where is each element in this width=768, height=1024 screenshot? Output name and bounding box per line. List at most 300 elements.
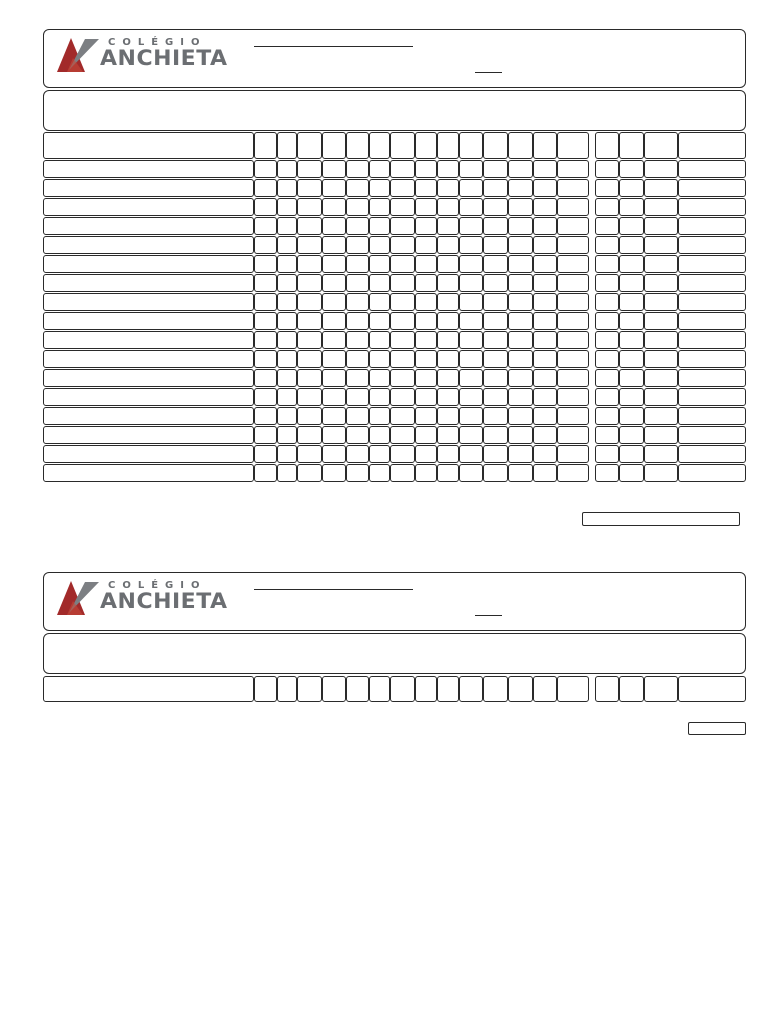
grade-cell[interactable] [254,312,277,330]
grade-cell[interactable] [369,312,390,330]
grade-cell[interactable] [297,217,322,235]
grade-cell[interactable] [346,426,369,444]
grade-cell[interactable] [369,407,390,425]
grade-cell[interactable] [322,198,346,216]
grade-cell[interactable] [619,132,644,159]
grade-cell[interactable] [595,426,619,444]
grade-cell[interactable] [483,426,508,444]
grade-cell[interactable] [322,407,346,425]
grade-cell[interactable] [322,350,346,368]
grade-cell[interactable] [415,369,437,387]
grade-cell[interactable] [297,293,322,311]
grade-cell[interactable] [557,426,589,444]
grade-cell[interactable] [346,198,369,216]
grade-cell[interactable] [595,255,619,273]
grade-cell[interactable] [644,255,678,273]
grade-cell[interactable] [277,293,297,311]
grade-cell[interactable] [390,255,415,273]
grade-cell[interactable] [254,676,277,702]
grade-cell[interactable] [346,350,369,368]
grade-cell[interactable] [297,426,322,444]
grade-cell[interactable] [390,293,415,311]
grade-cell[interactable] [533,160,557,178]
grade-cell[interactable] [533,293,557,311]
grade-cell[interactable] [595,217,619,235]
grade-cell[interactable] [459,132,483,159]
grade-cell[interactable] [437,217,459,235]
grade-cell[interactable] [277,179,297,197]
grade-cell[interactable] [595,445,619,463]
grade-cell[interactable] [619,179,644,197]
grade-cell[interactable] [533,388,557,406]
grade-cell[interactable] [415,274,437,292]
grade-cell[interactable] [297,255,322,273]
grade-cell[interactable] [346,179,369,197]
grade-cell[interactable] [533,255,557,273]
grade-cell[interactable] [254,350,277,368]
grade-cell[interactable] [595,293,619,311]
grade-cell[interactable] [346,160,369,178]
grade-cell[interactable] [346,388,369,406]
grade-cell[interactable] [508,312,533,330]
grade-cell[interactable] [346,407,369,425]
grade-cell[interactable] [533,217,557,235]
grade-cell[interactable] [390,274,415,292]
grade-cell[interactable] [415,179,437,197]
grade-cell[interactable] [619,198,644,216]
grade-cell[interactable] [415,217,437,235]
grade-cell[interactable] [533,369,557,387]
grade-cell[interactable] [644,407,678,425]
grade-cell[interactable] [297,236,322,254]
grade-cell[interactable] [678,464,746,482]
grade-cell[interactable] [508,331,533,349]
grade-cell[interactable] [254,407,277,425]
grade-cell[interactable] [678,445,746,463]
grade-cell[interactable] [297,407,322,425]
grade-cell[interactable] [678,160,746,178]
grade-cell[interactable] [533,132,557,159]
grade-cell[interactable] [508,388,533,406]
grade-cell[interactable] [619,255,644,273]
grade-cell[interactable] [678,312,746,330]
grade-cell[interactable] [369,255,390,273]
grade-cell[interactable] [483,369,508,387]
grade-cell[interactable] [644,160,678,178]
grade-cell[interactable] [483,676,508,702]
grade-cell[interactable] [346,331,369,349]
grade-cell[interactable] [595,676,619,702]
grade-cell[interactable] [390,217,415,235]
grade-cell[interactable] [346,676,369,702]
grade-cell[interactable] [415,160,437,178]
grade-cell[interactable] [346,132,369,159]
grade-cell[interactable] [437,255,459,273]
grade-cell[interactable] [644,426,678,444]
grade-cell[interactable] [369,274,390,292]
grade-cell[interactable] [369,676,390,702]
grade-cell[interactable] [297,160,322,178]
grade-cell[interactable] [644,217,678,235]
grade-cell[interactable] [277,445,297,463]
grade-cell[interactable] [459,464,483,482]
grade-cell[interactable] [277,407,297,425]
grade-cell[interactable] [644,132,678,159]
grade-cell[interactable] [483,293,508,311]
grade-cell[interactable] [459,407,483,425]
grade-cell[interactable] [322,132,346,159]
grade-cell[interactable] [415,445,437,463]
grade-cell[interactable] [644,350,678,368]
grade-cell[interactable] [390,445,415,463]
grade-cell[interactable] [644,179,678,197]
grade-cell[interactable] [595,331,619,349]
grade-cell[interactable] [644,274,678,292]
grade-cell[interactable] [254,160,277,178]
student-name-cell[interactable] [43,236,254,254]
grade-cell[interactable] [483,350,508,368]
grade-cell[interactable] [557,255,589,273]
grade-cell[interactable] [369,426,390,444]
grade-cell[interactable] [415,198,437,216]
student-name-cell[interactable] [43,464,254,482]
grade-cell[interactable] [415,426,437,444]
grade-cell[interactable] [254,464,277,482]
grade-cell[interactable] [346,255,369,273]
grade-cell[interactable] [437,198,459,216]
grade-cell[interactable] [390,464,415,482]
grade-cell[interactable] [277,369,297,387]
student-name-cell[interactable] [43,312,254,330]
grade-cell[interactable] [508,445,533,463]
grade-cell[interactable] [508,198,533,216]
grade-cell[interactable] [415,350,437,368]
grade-cell[interactable] [595,198,619,216]
grade-cell[interactable] [483,331,508,349]
grade-cell[interactable] [415,676,437,702]
grade-cell[interactable] [644,369,678,387]
grade-cell[interactable] [415,312,437,330]
grade-cell[interactable] [508,236,533,254]
grade-cell[interactable] [508,179,533,197]
grade-cell[interactable] [297,369,322,387]
grade-cell[interactable] [595,274,619,292]
grade-cell[interactable] [322,255,346,273]
grade-cell[interactable] [297,350,322,368]
grade-cell[interactable] [483,217,508,235]
signature-box[interactable] [582,512,740,526]
grade-cell[interactable] [533,274,557,292]
grade-cell[interactable] [557,198,589,216]
grade-cell[interactable] [322,369,346,387]
grade-cell[interactable] [619,293,644,311]
grade-cell[interactable] [346,369,369,387]
grade-cell[interactable] [459,236,483,254]
grade-cell[interactable] [277,464,297,482]
grade-cell[interactable] [619,217,644,235]
grade-cell[interactable] [595,407,619,425]
grade-cell[interactable] [619,407,644,425]
grade-cell[interactable] [297,274,322,292]
grade-cell[interactable] [595,350,619,368]
grade-cell[interactable] [254,293,277,311]
grade-cell[interactable] [322,426,346,444]
grade-cell[interactable] [437,293,459,311]
grade-cell[interactable] [557,350,589,368]
grade-cell[interactable] [533,676,557,702]
grade-cell[interactable] [277,676,297,702]
student-name-cell[interactable] [43,132,254,159]
grade-cell[interactable] [390,676,415,702]
grade-cell[interactable] [595,179,619,197]
grade-cell[interactable] [644,464,678,482]
grade-cell[interactable] [619,426,644,444]
grade-cell[interactable] [390,350,415,368]
grade-cell[interactable] [369,236,390,254]
grade-cell[interactable] [557,331,589,349]
student-name-cell[interactable] [43,160,254,178]
student-name-cell[interactable] [43,407,254,425]
grade-cell[interactable] [678,426,746,444]
grade-cell[interactable] [415,388,437,406]
grade-cell[interactable] [508,132,533,159]
grade-cell[interactable] [415,464,437,482]
grade-cell[interactable] [459,445,483,463]
grade-cell[interactable] [369,445,390,463]
grade-cell[interactable] [322,179,346,197]
grade-cell[interactable] [619,312,644,330]
grade-cell[interactable] [557,445,589,463]
grade-cell[interactable] [322,312,346,330]
grade-cell[interactable] [508,407,533,425]
grade-cell[interactable] [390,369,415,387]
grade-cell[interactable] [678,676,746,702]
grade-cell[interactable] [297,179,322,197]
grade-cell[interactable] [595,369,619,387]
grade-cell[interactable] [459,274,483,292]
student-name-cell[interactable] [43,293,254,311]
grade-cell[interactable] [369,331,390,349]
grade-cell[interactable] [369,388,390,406]
grade-cell[interactable] [369,369,390,387]
total-box[interactable] [688,722,746,735]
grade-cell[interactable] [678,198,746,216]
grade-cell[interactable] [619,274,644,292]
grade-cell[interactable] [557,274,589,292]
grade-cell[interactable] [415,132,437,159]
grade-cell[interactable] [557,217,589,235]
student-name-cell[interactable] [43,388,254,406]
grade-cell[interactable] [437,369,459,387]
grade-cell[interactable] [254,255,277,273]
grade-cell[interactable] [390,236,415,254]
grade-cell[interactable] [346,464,369,482]
grade-cell[interactable] [533,236,557,254]
grade-cell[interactable] [254,426,277,444]
grade-cell[interactable] [277,217,297,235]
grade-cell[interactable] [254,179,277,197]
student-name-cell[interactable] [43,445,254,463]
grade-cell[interactable] [619,445,644,463]
grade-cell[interactable] [369,217,390,235]
grade-cell[interactable] [437,445,459,463]
grade-cell[interactable] [557,179,589,197]
grade-cell[interactable] [254,198,277,216]
grade-cell[interactable] [437,160,459,178]
grade-cell[interactable] [678,293,746,311]
grade-cell[interactable] [557,160,589,178]
grade-cell[interactable] [322,236,346,254]
grade-cell[interactable] [459,217,483,235]
grade-cell[interactable] [595,160,619,178]
grade-cell[interactable] [459,179,483,197]
grade-cell[interactable] [277,331,297,349]
grade-cell[interactable] [346,293,369,311]
grade-cell[interactable] [390,198,415,216]
grade-cell[interactable] [678,350,746,368]
grade-cell[interactable] [390,426,415,444]
grade-cell[interactable] [369,198,390,216]
grade-cell[interactable] [557,293,589,311]
grade-cell[interactable] [459,426,483,444]
grade-cell[interactable] [277,426,297,444]
grade-cell[interactable] [322,331,346,349]
grade-cell[interactable] [346,217,369,235]
grade-cell[interactable] [297,132,322,159]
grade-cell[interactable] [346,274,369,292]
grade-cell[interactable] [369,179,390,197]
grade-cell[interactable] [557,132,589,159]
grade-cell[interactable] [678,331,746,349]
grade-cell[interactable] [437,426,459,444]
grade-cell[interactable] [346,312,369,330]
grade-cell[interactable] [277,198,297,216]
grade-cell[interactable] [595,312,619,330]
student-name-cell[interactable] [43,255,254,273]
grade-cell[interactable] [483,312,508,330]
grade-cell[interactable] [322,274,346,292]
grade-cell[interactable] [595,236,619,254]
grade-cell[interactable] [390,132,415,159]
grade-cell[interactable] [369,132,390,159]
student-name-cell[interactable] [43,369,254,387]
grade-cell[interactable] [459,160,483,178]
grade-cell[interactable] [483,445,508,463]
grade-cell[interactable] [459,312,483,330]
grade-cell[interactable] [619,388,644,406]
student-name-cell[interactable] [43,217,254,235]
grade-cell[interactable] [459,350,483,368]
grade-cell[interactable] [678,388,746,406]
grade-cell[interactable] [322,445,346,463]
grade-cell[interactable] [437,312,459,330]
grade-cell[interactable] [644,388,678,406]
student-name-cell[interactable] [43,198,254,216]
grade-cell[interactable] [557,369,589,387]
grade-cell[interactable] [619,350,644,368]
grade-cell[interactable] [483,255,508,273]
grade-cell[interactable] [297,331,322,349]
grade-cell[interactable] [557,676,589,702]
grade-cell[interactable] [508,369,533,387]
grade-cell[interactable] [437,388,459,406]
grade-cell[interactable] [390,312,415,330]
grade-cell[interactable] [644,198,678,216]
grade-cell[interactable] [678,179,746,197]
grade-cell[interactable] [437,407,459,425]
grade-cell[interactable] [254,445,277,463]
grade-cell[interactable] [508,274,533,292]
grade-cell[interactable] [508,350,533,368]
grade-cell[interactable] [346,445,369,463]
grade-cell[interactable] [390,160,415,178]
grade-cell[interactable] [415,331,437,349]
grade-cell[interactable] [437,331,459,349]
grade-cell[interactable] [595,132,619,159]
grade-cell[interactable] [415,407,437,425]
grade-cell[interactable] [557,236,589,254]
grade-cell[interactable] [508,217,533,235]
grade-cell[interactable] [277,132,297,159]
grade-cell[interactable] [254,236,277,254]
grade-cell[interactable] [322,293,346,311]
grade-cell[interactable] [533,464,557,482]
grade-cell[interactable] [678,274,746,292]
grade-cell[interactable] [322,676,346,702]
grade-cell[interactable] [644,331,678,349]
grade-cell[interactable] [254,369,277,387]
grade-cell[interactable] [508,160,533,178]
grade-cell[interactable] [678,132,746,159]
grade-cell[interactable] [437,132,459,159]
grade-cell[interactable] [459,331,483,349]
grade-cell[interactable] [369,293,390,311]
grade-cell[interactable] [557,464,589,482]
grade-cell[interactable] [557,388,589,406]
grade-cell[interactable] [277,388,297,406]
grade-cell[interactable] [644,293,678,311]
grade-cell[interactable] [415,236,437,254]
student-name-cell[interactable] [43,179,254,197]
student-name-cell[interactable] [43,676,254,702]
grade-cell[interactable] [508,293,533,311]
grade-cell[interactable] [322,160,346,178]
grade-cell[interactable] [619,676,644,702]
grade-cell[interactable] [533,350,557,368]
grade-cell[interactable] [277,255,297,273]
grade-cell[interactable] [678,407,746,425]
grade-cell[interactable] [297,676,322,702]
student-name-cell[interactable] [43,350,254,368]
grade-cell[interactable] [415,293,437,311]
grade-cell[interactable] [346,236,369,254]
grade-cell[interactable] [437,179,459,197]
grade-cell[interactable] [297,312,322,330]
grade-cell[interactable] [322,388,346,406]
grade-cell[interactable] [483,160,508,178]
grade-cell[interactable] [483,407,508,425]
grade-cell[interactable] [437,464,459,482]
grade-cell[interactable] [508,676,533,702]
grade-cell[interactable] [277,312,297,330]
grade-cell[interactable] [678,236,746,254]
grade-cell[interactable] [619,464,644,482]
grade-cell[interactable] [437,676,459,702]
grade-cell[interactable] [619,160,644,178]
grade-cell[interactable] [297,198,322,216]
grade-cell[interactable] [533,312,557,330]
grade-cell[interactable] [557,312,589,330]
